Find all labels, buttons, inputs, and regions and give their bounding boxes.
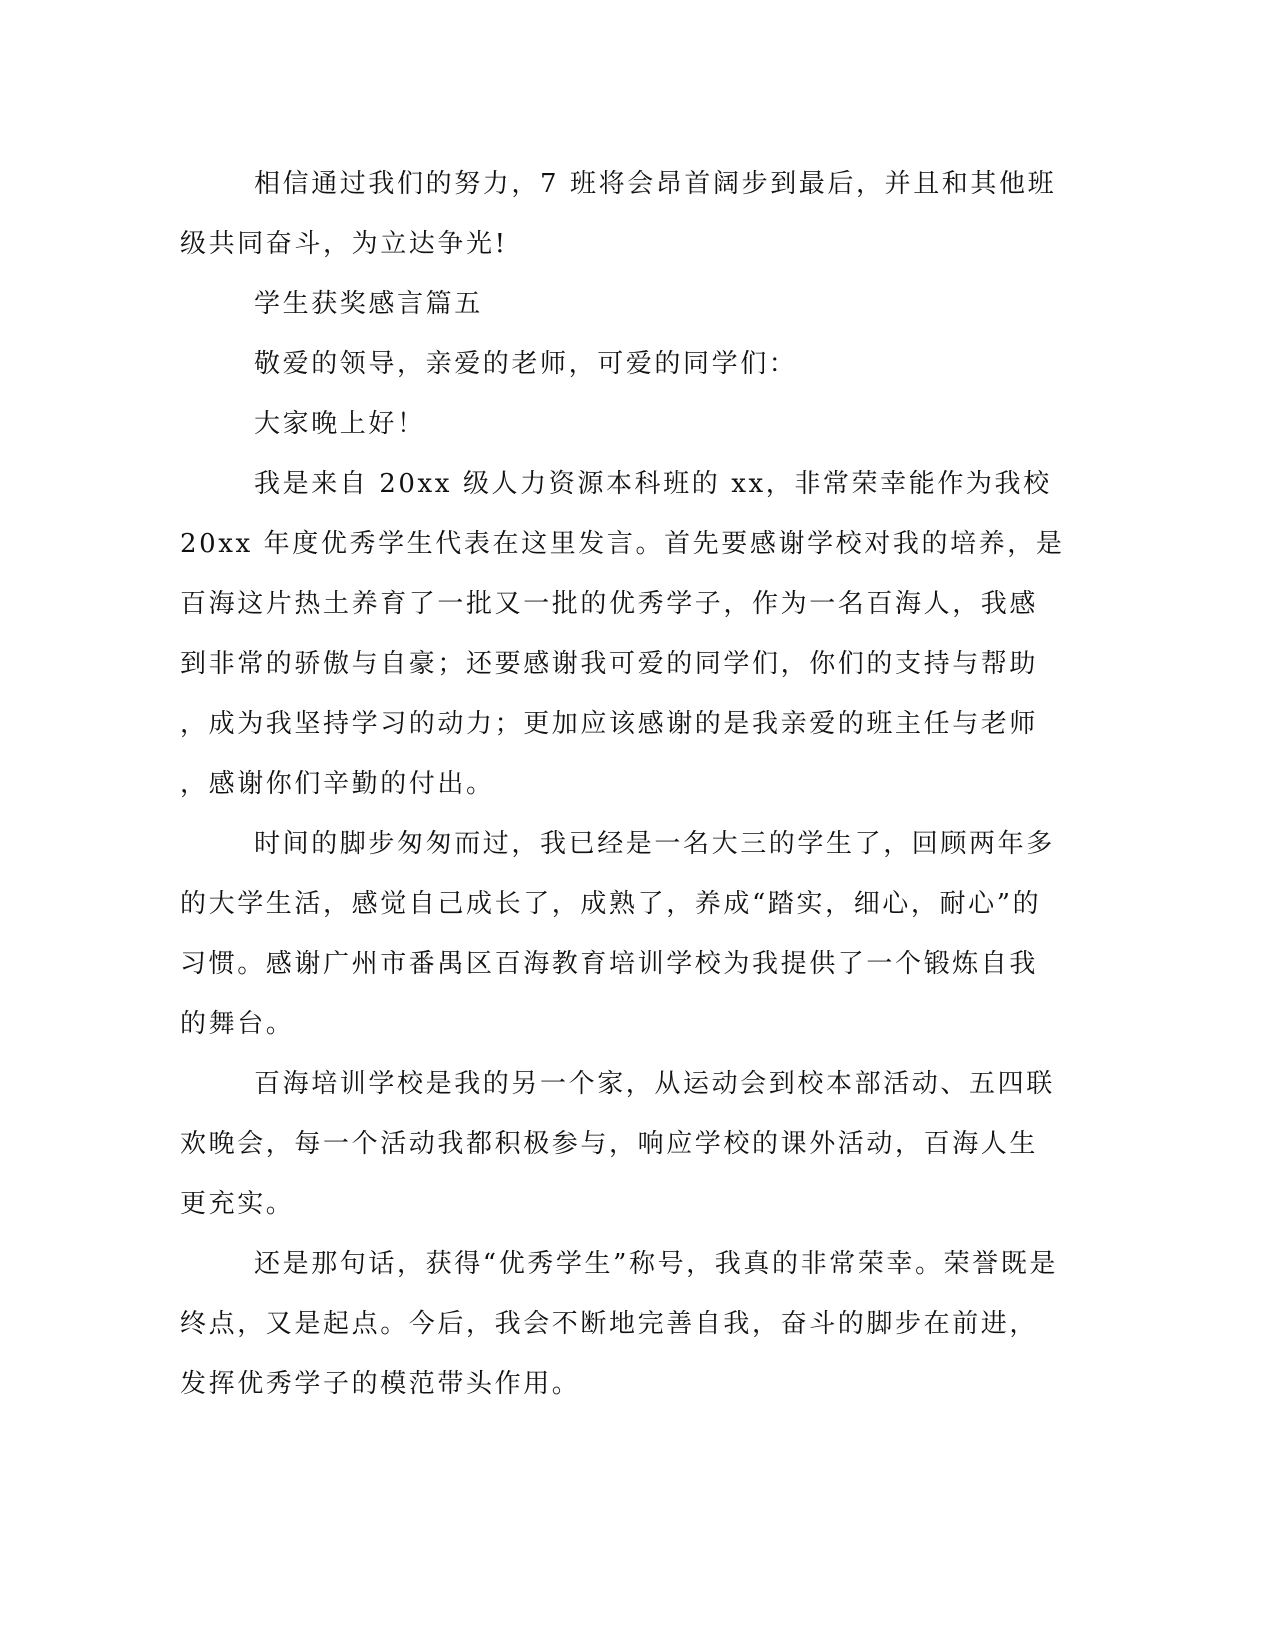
text-line: 习惯。感谢广州市番禺区百海教育培训学校为我提供了一个锻炼自我 xyxy=(180,949,1039,979)
text-line: 的大学生活，感觉自己成长了，成熟了，养成“踏实，细心，耐心”的 xyxy=(180,889,1042,919)
text-line: 时间的脚步匆匆而过，我已经是一名大三的学生了，回顾两年多 xyxy=(254,829,1055,859)
text-line: 我是来自 20xx 级人力资源本科班的 xx，非常荣幸能作为我校 xyxy=(254,469,1052,499)
text-line: 相信通过我们的努力，7 班将会昂首阔步到最后，并且和其他班 xyxy=(254,169,1057,199)
document-body xyxy=(180,154,1065,1414)
section-heading: 学生获奖感言篇五 xyxy=(254,289,483,319)
text-line: 级共同奋斗，为立达争光! xyxy=(180,229,508,259)
text-line: 到非常的骄傲与自豪；还要感谢我可爱的同学们，你们的支持与帮助 xyxy=(180,649,1039,679)
text-line: 还是那句话，获得“优秀学生”称号，我真的非常荣幸。荣誉既是 xyxy=(254,1249,1058,1279)
text-line: 百海培训学校是我的另一个家，从运动会到校本部活动、五四联 xyxy=(254,1069,1055,1099)
text-line: ，感谢你们辛勤的付出。 xyxy=(180,769,495,799)
salutation: 敬爱的领导，亲爱的老师，可爱的同学们： xyxy=(254,349,798,379)
text-line: 的舞台。 xyxy=(180,1009,295,1039)
greeting: 大家晚上好！ xyxy=(254,409,426,439)
text-line: 更充实。 xyxy=(180,1189,295,1219)
text-line: 发挥优秀学子的模范带头作用。 xyxy=(180,1369,581,1399)
text-line: 终点，又是起点。今后，我会不断地完善自我，奋斗的脚步在前进， xyxy=(180,1309,1039,1339)
text-line: 欢晚会，每一个活动我都积极参与，响应学校的课外活动，百海人生 xyxy=(180,1129,1039,1159)
text-line: ，成为我坚持学习的动力；更加应该感谢的是我亲爱的班主任与老师 xyxy=(180,709,1039,739)
text-line: 20xx 年度优秀学生代表在这里发言。首先要感谢学校对我的培养，是 xyxy=(180,529,1065,559)
text-line: 百海这片热土养育了一批又一批的优秀学子，作为一名百海人，我感 xyxy=(180,589,1039,619)
